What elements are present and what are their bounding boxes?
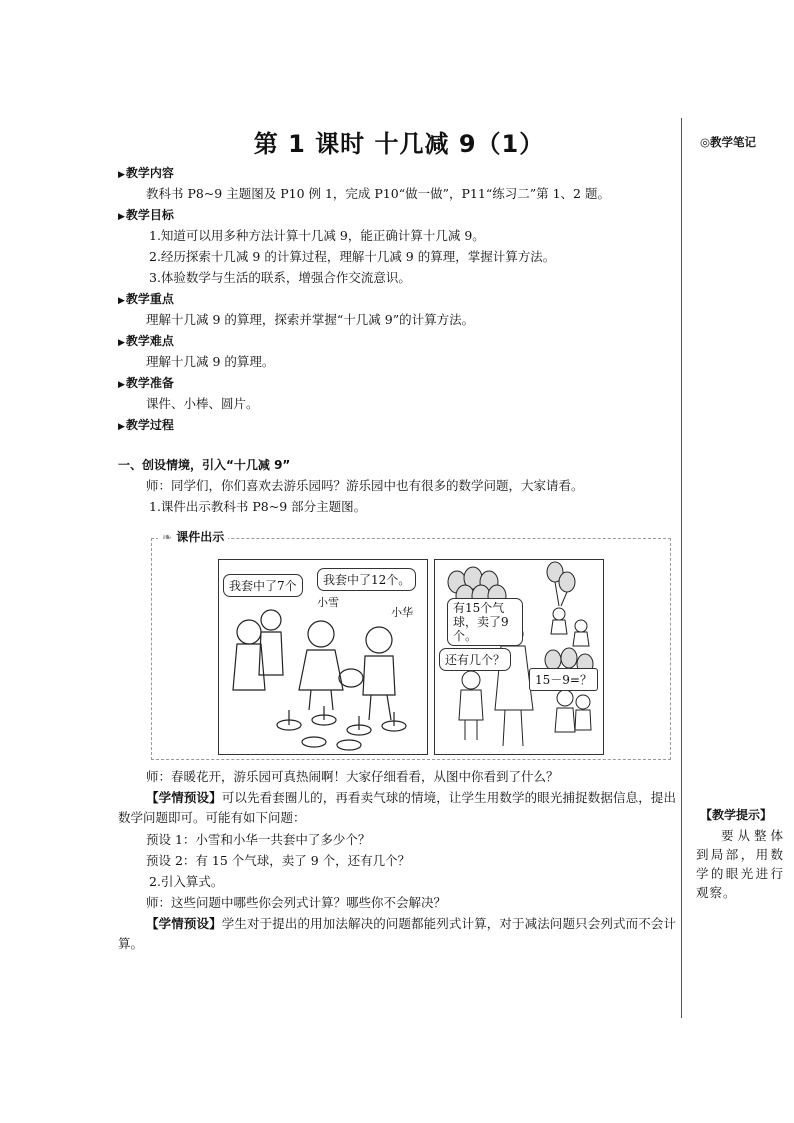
key-text: 理解十几减 9 的算理，探索并掌握“十几减 9”的计算方法。: [146, 312, 475, 327]
preset-paragraph-1: 【学情预设】可以先看套圈儿的，再看卖气球的情境，让学生用数学的眼光捕捉数据信息，提出数学问题即可。可能有如下问题：: [118, 790, 676, 825]
item-1: 1.课件出示教科书 P8~9 部分主题图。: [149, 499, 367, 514]
goal-2: 2.经历探索十几减 9 的计算过程，理解十几减 9 的算理，掌握计算方法。: [149, 249, 556, 264]
teacher-line-2: 师：春暖花开，游乐园可真热闹啊！大家仔细看看，从图中你看到了什么？: [146, 769, 559, 784]
difficult-text: 理解十几减 9 的算理。: [146, 354, 275, 369]
teaching-tip-text: 要从整体到局部，用数学的眼光进行观察。: [696, 828, 784, 900]
goal-1: 1.知道可以用多种方法计算十几减 9，能正确计算十几减 9。: [149, 228, 485, 243]
prep-text: 课件、小棒、圆片。: [146, 396, 259, 411]
speech-bubble-12: 我套中了12个。: [317, 568, 416, 591]
ring-toss-illustration: [218, 559, 428, 755]
equation-sign: 15－9=？: [529, 668, 598, 691]
preset-paragraph-2: 【学情预设】学生对于提出的用加法解决的问题都能列式计算，对于减法问题只会列式而不会计算。: [118, 916, 676, 951]
teaching-tip-heading: 【教学提示】: [700, 808, 773, 822]
leaf-icon: ❧: [162, 530, 173, 544]
triangle-bullet-icon: ▶: [118, 170, 125, 180]
section-heading-difficult: ▶教学难点: [118, 334, 174, 348]
triangle-bullet-icon: ▶: [118, 212, 125, 222]
teaching-notes-label: ◎教学笔记: [700, 135, 757, 149]
section-heading-content: ▶教学内容: [118, 166, 174, 180]
name-xiaohua: 小华: [391, 606, 413, 619]
section-heading-process: ▶教学过程: [118, 418, 174, 432]
balloon-illustration: [434, 559, 604, 755]
item-2: 2.引入算式。: [149, 874, 224, 889]
preset-1: 预设 1：小雪和小华一共套中了多少个？: [146, 832, 371, 847]
page-title: 第 1 课时 十几减 9（1）: [253, 130, 545, 158]
step-1-title: 一、创设情境，引入“十几减 9”: [118, 458, 291, 472]
teacher-line-1: 师：同学们，你们喜欢去游乐园吗？游乐园中也有很多的数学问题，大家请看。: [146, 478, 584, 493]
triangle-bullet-icon: ▶: [118, 422, 125, 432]
courseware-label: ❧ 课件出示: [158, 528, 228, 545]
speech-bubble-balloons: 有15个气球，卖了9个。: [447, 598, 523, 646]
margin-divider: [681, 118, 682, 1018]
teacher-line-3: 师：这些问题中哪些你会列式计算？哪些你不会解决？: [146, 895, 447, 910]
speech-bubble-how-many: 还有几个？: [439, 648, 511, 671]
content-text: 教科书 P8~9 主题图及 P10 例 1，完成 P10“做一做”，P11“练习二”第 1、2 题。: [146, 186, 610, 201]
speech-bubble-7: 我套中了7个: [223, 574, 303, 597]
goal-3: 3.体验数学与生活的联系，增强合作交流意识。: [149, 270, 411, 285]
triangle-bullet-icon: ▶: [118, 296, 125, 306]
preset-2: 预设 2：有 15 个气球，卖了 9 个，还有几个？: [146, 853, 411, 868]
section-heading-key: ▶教学重点: [118, 292, 174, 306]
triangle-bullet-icon: ▶: [118, 380, 125, 390]
triangle-bullet-icon: ▶: [118, 338, 125, 348]
section-heading-goals: ▶教学目标: [118, 208, 174, 222]
name-xiaoxue: 小雪: [317, 596, 339, 609]
section-heading-prep: ▶教学准备: [118, 376, 174, 390]
